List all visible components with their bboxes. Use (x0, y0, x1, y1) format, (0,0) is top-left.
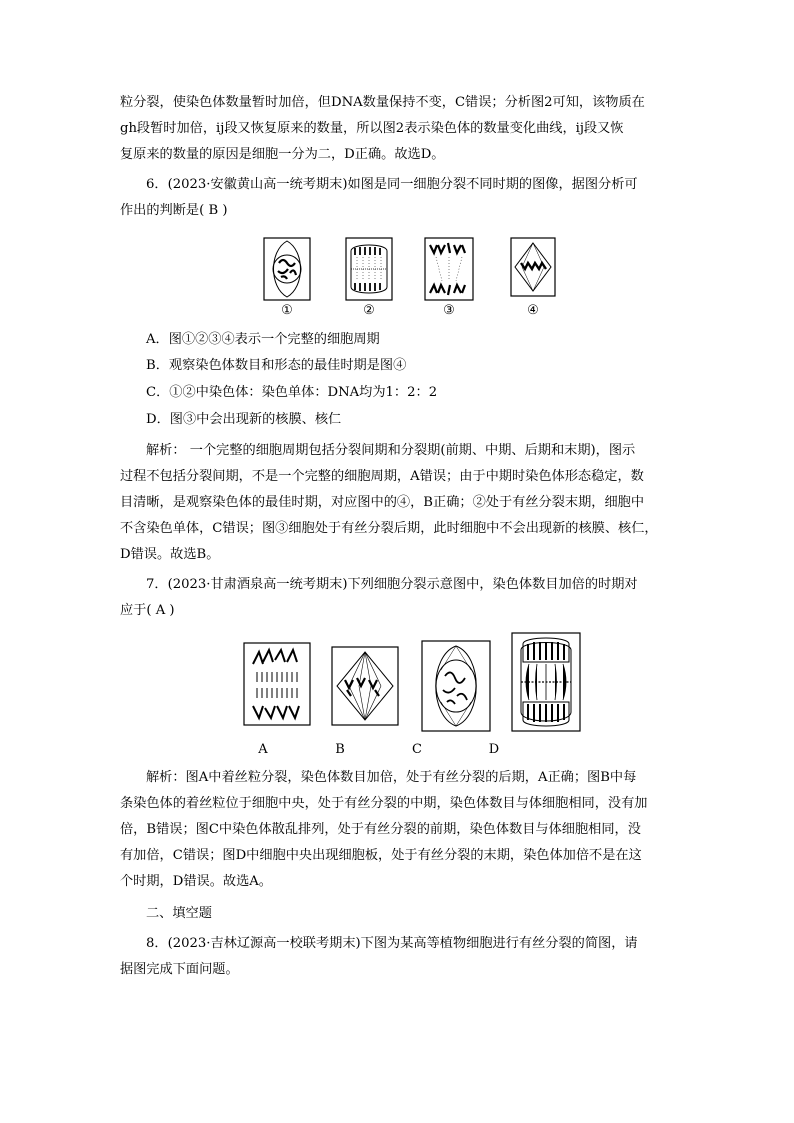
text-line: 有加倍，C错误；图D中细胞中央出现细胞板，处于有丝分裂的末期，染色体加倍不是在这 (120, 848, 642, 863)
text-line: 粒分裂，使染色体数量暂时加倍，但DNA数量保持不变，C错误；分析图2可知，该物质在 (120, 95, 645, 110)
text-line: 解析： 一个完整的细胞周期包括分裂间期和分裂期(前期、中期、后期和末期)，图示 (146, 443, 636, 458)
question-6-stem (120, 172, 676, 224)
q7-figure-label-a: A (258, 742, 268, 757)
question-8-stem (120, 931, 676, 983)
q6-option-c: C．①②中染色体：染色单体：DNA均为1：2：2 (146, 385, 438, 400)
q6-figure-4-cell (510, 237, 556, 297)
text-line: 不含染色单体，C错误；图③细胞处于有丝分裂后期，此时细胞中不会出现新的核膜、核仁， (120, 521, 658, 536)
text-line: 倍，B错误；图C中染色体散乱排列，处于有丝分裂的前期，染色体数目与体细胞相同，没 (120, 822, 641, 837)
text-line: 8．(2023·吉林辽源高一校联考期末)下图为某高等植物细胞进行有丝分裂的简图，请 (146, 936, 638, 951)
text-line: 据图完成下面问题。 (120, 962, 239, 977)
text-line: 作出的判断是( B ) (120, 203, 228, 218)
text-line: 7．(2023·甘肃酒泉高一统考期末)下列细胞分裂示意图中，染色体数目加倍的时期对 (146, 577, 638, 592)
text-line: 条染色体的着丝粒位于细胞中央，处于有丝分裂的中期，染色体数目与体细胞相同，没有加 (120, 796, 648, 811)
q6-figure-1-cell (263, 237, 311, 301)
text-line: 个时期，D错误。故选A。 (120, 874, 272, 889)
q7-figure-d-cell (511, 632, 581, 732)
continued-analysis (120, 90, 676, 168)
text-line: gh段暂时加倍，ij段又恢复原来的数量，所以图2表示染色体的数量变化曲线，ij段又恢 (120, 121, 624, 136)
section-title: 二、填空题 (146, 906, 212, 921)
q6-figure-label-1: ① (281, 303, 293, 318)
text-line: 复原来的数量的原因是细胞一分为二，D正确。故选D。 (120, 147, 445, 162)
q6-analysis (120, 438, 676, 568)
text-line: 应于( A ) (120, 603, 175, 618)
text-line: D错误。故选B。 (120, 547, 220, 562)
q7-figure-label-b: B (335, 742, 345, 757)
text-line: 目清晰，是观察染色体的最佳时期，对应图中的④，B正确；②处于有丝分裂末期，细胞中 (120, 495, 644, 510)
q6-figure-label-4: ④ (527, 303, 539, 318)
q6-figure-3-cell (424, 237, 474, 301)
q6-option-d: D．图③中会出现新的核膜、核仁 (146, 412, 342, 427)
q6-figure-2-cell (345, 237, 393, 301)
q6-figure-label-3: ③ (443, 303, 455, 318)
q6-option-a: A．图①②③④表示一个完整的细胞周期 (146, 332, 380, 347)
question-7-stem (120, 572, 676, 624)
text-line: 解析：图A中着丝粒分裂，染色体数目加倍，处于有丝分裂的后期，A正确；图B中每 (146, 770, 637, 785)
q6-figure-label-2: ② (363, 303, 375, 318)
q6-option-b: B．观察染色体数目和形态的最佳时期是图④ (146, 358, 407, 373)
section-heading (120, 901, 676, 927)
q7-figure-a-cell (243, 642, 311, 726)
q7-figure-c-cell (421, 640, 491, 732)
q7-figure-b-cell (331, 646, 399, 726)
text-line: 6．(2023·安徽黄山高一统考期末)如图是同一细胞分裂不同时期的图像，据图分析可 (146, 177, 638, 192)
q7-figure-label-c: C (412, 742, 422, 757)
text-line: 过程不包括分裂间期，不是一个完整的细胞周期，A错误；由于中期时染色体形态稳定，数 (120, 469, 644, 484)
q7-figure-label-d: D (488, 742, 500, 757)
q7-analysis (120, 765, 676, 895)
